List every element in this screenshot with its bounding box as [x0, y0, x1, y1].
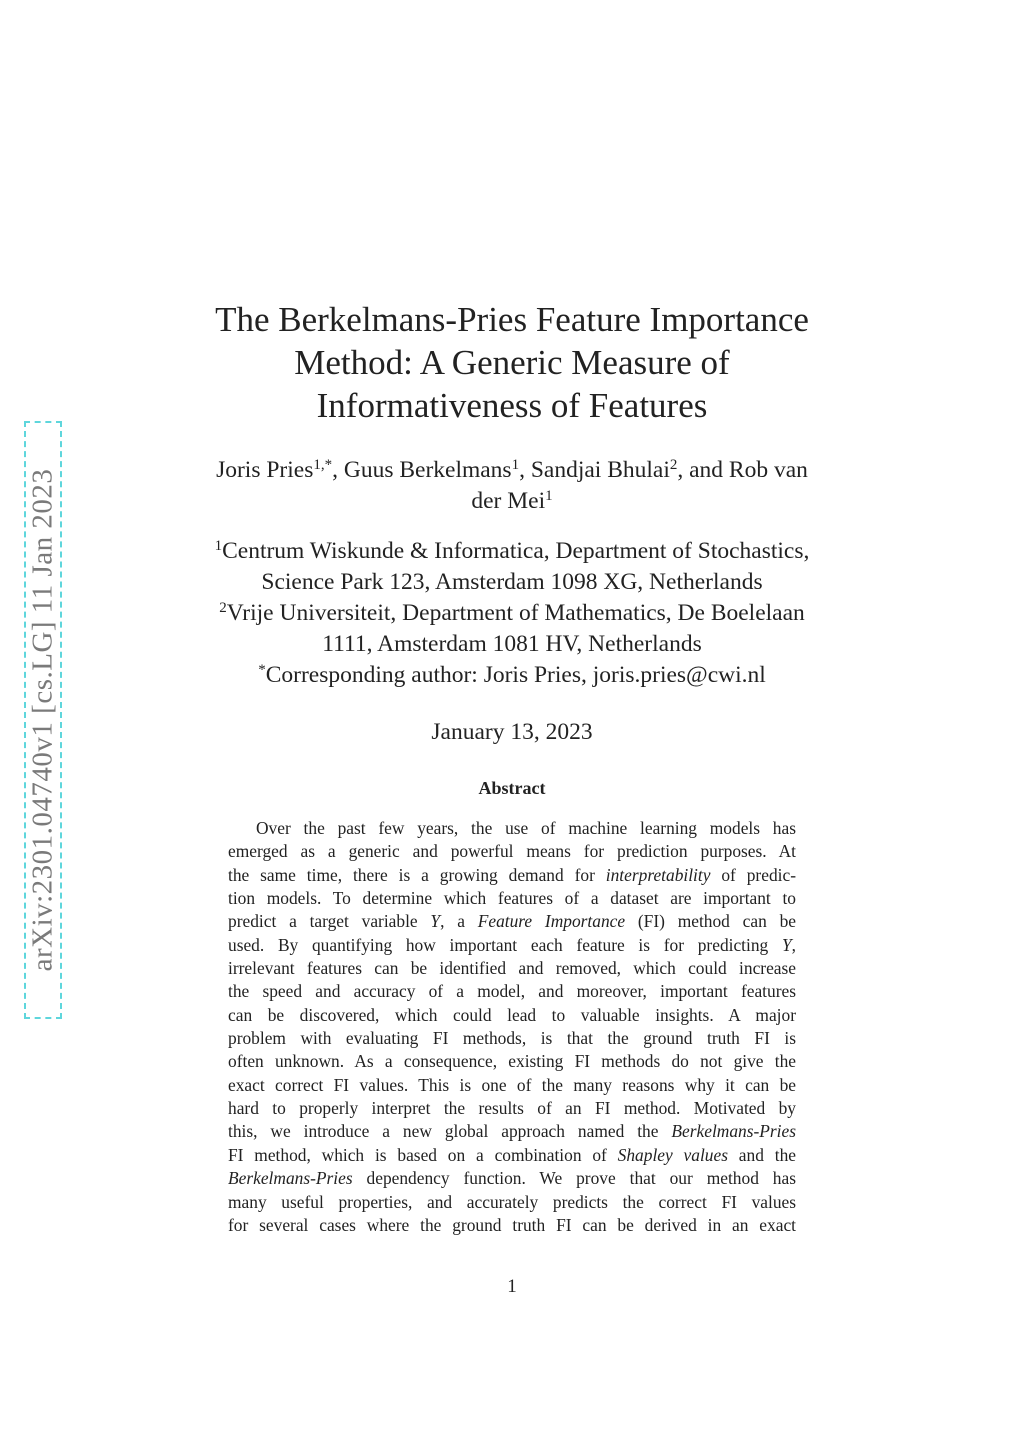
author-sandjai-bhulai: , Sandjai Bhulai [519, 457, 670, 483]
abstract-text: , a [440, 911, 478, 932]
abstract-line: many useful properties, and accurately predicts the correct FI values [228, 1191, 796, 1212]
author-rob-van-der-mei-part1: , and Rob van [677, 457, 808, 483]
page-number: 1 [507, 1276, 517, 1297]
abstract-text: FI method, which is based on a combination of [228, 1144, 618, 1165]
abstract-text: dependency function. We prove that our method has [352, 1168, 796, 1189]
affiliation-1-line-1 [170, 536, 854, 567]
affiliation-1-mark: 1 [214, 538, 223, 554]
math-variable-y: Y [430, 911, 441, 932]
affiliation-2-line-2: 1111, Amsterdam 1081 HV, Netherlands [322, 631, 702, 657]
corresponding-author [170, 660, 854, 691]
affiliation-1-text: Centrum Wiskunde & Informatica, Department of Stochastics, [222, 538, 810, 564]
author-list [170, 455, 854, 517]
abstract-line: tion models. To determine which features of a dataset are important to [228, 888, 796, 909]
abstract-text: and the [727, 1144, 796, 1165]
abstract-heading: Abstract [478, 778, 546, 798]
affiliation-2-text: Vrije Universiteit, Department of Mathematics, De Boelelaan [226, 600, 805, 626]
corresponding-author-text: Corresponding author: Joris Pries, joris.pries@cwi.nl [265, 662, 766, 688]
author-1-affiliation-mark: 1,* [313, 457, 333, 473]
affiliations [170, 536, 854, 691]
abstract-body [228, 817, 796, 1237]
paper-title [180, 298, 844, 427]
abstract-text: of predic- [710, 864, 796, 885]
abstract-line: for several cases where the ground truth FI can be derived in an exact [228, 1214, 796, 1235]
abstract-line: problem with evaluating FI methods, is that the ground truth FI is [228, 1028, 796, 1049]
abstract-line: often unknown. As a consequence, existing FI methods do not give the [228, 1051, 796, 1072]
abstract-line [228, 1167, 796, 1190]
abstract-text: predict a target variable [228, 911, 431, 932]
authors-line-2 [170, 486, 854, 517]
title-line-1: The Berkelmans-Pries Feature Importance [215, 300, 809, 339]
affiliation-1-line-2: Science Park 123, Amsterdam 1098 XG, Netherlands [261, 569, 763, 595]
affiliation-2-mark: 2 [219, 600, 227, 616]
abstract-line [228, 1144, 796, 1167]
authors-line-1 [170, 455, 854, 486]
abstract-line [228, 1120, 796, 1143]
math-variable-y: Y [781, 934, 792, 955]
abstract-text: (FI) method can be [625, 911, 796, 932]
abstract-line [228, 934, 796, 957]
corresponding-author-mark: * [258, 662, 266, 678]
abstract-line: can be discovered, which could lead to valuable insights. A major [228, 1004, 796, 1025]
author-joris-pries: Joris Pries [216, 457, 314, 483]
author-3-affiliation-mark: 2 [669, 457, 678, 473]
title-line-2: Method: A Generic Measure of [294, 343, 730, 382]
abstract-line [228, 910, 796, 933]
author-guus-berkelmans: , Guus Berkelmans [332, 457, 512, 483]
affiliation-2-line-1 [170, 598, 854, 629]
emphasis-feature-importance: Feature Importance [477, 911, 626, 932]
abstract-line: irrelevant features can be identified and removed, which could increase [228, 958, 796, 979]
arxiv-stamp-text[interactable]: arXiv:2301.04740v1 [cs.LG] 11 Jan 2023 [26, 468, 59, 972]
author-2-affiliation-mark: 1 [511, 457, 520, 473]
abstract-line: Over the past few years, the use of machine learning models has [256, 818, 796, 838]
abstract-line: the speed and accuracy of a model, and moreover, important features [228, 981, 796, 1002]
author-rob-van-der-mei-part2: der Mei [471, 488, 546, 514]
abstract-line [228, 864, 796, 887]
author-4-affiliation-mark: 1 [545, 488, 553, 504]
abstract-line: exact correct FI values. This is one of the many reasons why it can be [228, 1074, 796, 1095]
abstract-text: used. By quantifying how important each feature is for predicting [228, 934, 782, 955]
emphasis-interpretability: interpretability [605, 864, 711, 885]
abstract-text: , [791, 934, 796, 955]
title-line-3: Informativeness of Features [316, 386, 708, 425]
abstract-text: the same time, there is a growing demand for [228, 864, 606, 885]
abstract-line: hard to properly interpret the results of an FI method. Motivated by [228, 1098, 796, 1119]
emphasis-berkelmans-pries: Berkelmans-Pries [228, 1168, 353, 1189]
emphasis-berkelmans-pries: Berkelmans-Pries [671, 1121, 796, 1142]
publication-date: January 13, 2023 [431, 719, 593, 745]
emphasis-shapley-values: Shapley values [617, 1144, 728, 1165]
abstract-line: emerged as a generic and powerful means for prediction purposes. At [228, 841, 796, 862]
abstract-text: this, we introduce a new global approach named the [228, 1121, 672, 1142]
